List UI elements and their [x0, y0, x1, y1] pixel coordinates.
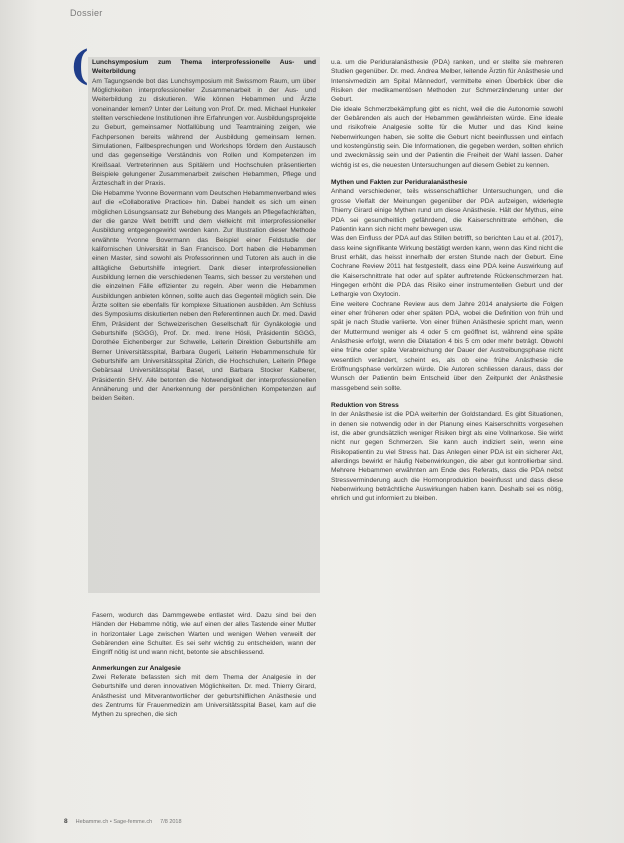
left-lower-text [92, 611, 316, 720]
symposium-paragraph: Die Hebamme Yvonne Bovermann vom Deutschen Hebammenverband wies auf die «Collaborative Practice» hin. Dabei handelt es sich um einen möglichen Lösungsansatz zur Behebung des Mangels an Pflegefachkräften, der die ganze Welt betrifft und dem vielleicht mit interprofessioneller Ausbildung entgegengewirkt werden kann. Zur Illustration dieser Methode erwähnte Yvonne Bovermann das Beispiel einer Feldstudie der kalifornischen Universität in San Francisco. Dort haben die Hebammen einen Master, sind sowohl als Professorinnen und Tutoren als auch in die alltägliche Geburtshilfe integriert. Dank dieser interprofessionellen Ausbildung lernen die verschiedenen Teams, sich besser zu verstehen und die einzelnen Fälle effizienter zu regeln. Aber wenn die Hebammen Ausbildungen anbieten können, sollte auch das Gegenteil möglich sein. Die Ärzte sollten sie ebenfalls für komplexe Situationen ausbilden. Am Schluss des Symposiums diskutierten neben den Referentinnen auch Dr. med. David Ehm, Präsident der Schweizerischen Gesellschaft für Gynäkologie und Geburtshilfe (SGGG), Prof. Dr. med. Irene Hösli, Präsidentin SGGG, Dorothée Eichenberger zur Schwelle, Leiterin Direktion Geburtshilfe am Berner Universitätsspital, Barbara Gugerli, Leiterin Hebammenschule für Geburtshilfe am Universitätsspital Zürich, die Hochschulen, Leiterin Pflege Gebärsaal Universitätsspital Basel, und Barbara Stocker Kalberer, Präsidentin SHV. Alle betonten die Notwendigkeit der interprofessionellen Annäherung und der Anerkennung der persönlichen Kompetenzen auf beiden Seiten. [92, 189, 316, 403]
stress-heading: Reduktion von Stress [331, 402, 399, 410]
symposium-text [92, 58, 316, 404]
myths-heading: Mythen und Fakten zur Periduralanästhesie [331, 179, 468, 187]
right-column [331, 58, 563, 504]
body-paragraph: Zwei Referate befassten sich mit dem Thema der Analgesie in der Geburtshilfe und deren innovativen Möglichkeiten. Dr. med. Thierry Girard, Anästhesist und Mitverantwortlicher der geburtshilflichen Anästhesie und des Zentrums für Frauenmedizin am Universitätsspital Basel, kam auf die Mythen zu sprechen, die sich [92, 674, 316, 719]
body-paragraph: Was den Einfluss der PDA auf das Stillen betrifft, so berichten Lau et al. (2017), dass keine signifikante Wirkung bestätigt werden kann, wenn das Kind nicht die Brust erhält, das heisst innerhalb der ersten Stunde nach der Geburt. Eine Cochrane Review 2011 hat festgestellt, dass eine PDA keine Auswirkung auf die Kaiserschnittrate hat oder auf später auftretende Rückenschmerzen hat. Hingegen erhöht die PDA das Risiko einer instrumentellen Geburt und der Lethargie von Oxytocin. [331, 235, 564, 299]
body-paragraph: Fasern, wodurch das Dammgewebe entlastet wird. Dazu sind bei den Händen der Hebamme nötig, wie auf einen der alles Tastende einer Mutter in horizontaler Lage zwischen Warten und wenigen Wehen verweilt der Gebärenden eine Schulter. Es sei sehr wichtig zu entscheiden, wann der Eingriff nötig ist und wann nicht, betonte sie abschliessend. [92, 612, 316, 657]
magazine-name: Hebamme.ch • Sage-femme.ch [75, 818, 153, 825]
body-paragraph: Eine weitere Cochrane Review aus dem Jahre 2014 analysierte die Folgen einer eher früheren oder eher späten PDA, wobei die Definition von früh und spät je nach Studie variierte. Von einer frühen Anästhesie spricht man, wenn der Muttermund weniger als 4 oder 5 cm geöffnet ist, während eine späte Anästhesie erfolgt, wenn die Dilatation 4 bis 5 cm oder mehr beträgt. Obwohl eine frühe oder späte Verabreichung der Dauer der Austreibungsphase nicht wesentlich verändert, scheint es, als ob eine frühe Anästhesie die Eröffnungsphase verkürzen würde. Die Autoren schliessen daraus, dass der Wunsch der Patientin beim Entscheid über den Zeitpunkt der Anästhesie massgebend sein sollte. [331, 300, 563, 392]
symposium-heading: Lunchsymposium zum Thema interprofessionelle Aus- und Weiterbildung [92, 59, 316, 76]
body-paragraph: u.a. um die Periduralanästhesie (PDA) ranken, und er stellte sie mehreren Studien gegenüber. Dr. med. Andrea Melber, leitende Ärztin für Anästhesie und Intensivmedizin am Spital Männedorf, vermittelte einen Überblick über die Risiken der medikamentösen Methoden zur Schmerzlinderung unter der Geburt. [331, 59, 563, 104]
body-paragraph: In der Anästhesie ist die PDA weiterhin der Goldstandard. Es gibt Situationen, in denen sie notwendig oder in der Planung eines Kaiserschnitts vorgesehen ist, die aber grundsätzlich weniger Risiken birgt als eine Vollnarkose. Sie wirkt nicht nur gegen Schmerzen. Sie kann auch indiziert sein, wenn eine Risikopatientin zu viel Stress hat. Das Anlegen einer PDA ist ein sicherer Akt, allerdings bewirkt er häufig Nebenwirkungen, die aber gut kontrollierbar sind. Mehrere Hebammen erwähnten am Ende des Referats, dass die PDA nebst Stressverminderung auch die Hormonproduktion beeinflusst und dass diese Nebenwirkung beträchtliche Auswirkungen haben kann. Deshalb sei es nötig, ehrlich und gut informiert zu bleiben. [331, 411, 563, 503]
body-paragraph: Die ideale Schmerzbekämpfung gibt es nicht, weil die die Autonomie sowohl der Gebärenden als auch der Hebammen gewährleisten würde. Eine ideale und risikofreie Analgesie sollte für die Mutter und das Kind keine Nebenwirkungen haben, sie sollte die Geburt nicht beeinflussen und einfach und kostengünstig sein. Die Informationen, die gegeben werden, sollten ehrlich und zweckmässig sein und der Patientin die Freiheit der Wahl lassen. Daher wichtig ist es, die neuesten Untersuchungen auf diesem Gebiet zu kennen. [331, 105, 563, 169]
analgesia-heading: Anmerkungen zur Analgesie [92, 664, 181, 672]
body-paragraph: Anhand verschiedener, teils wissenschaftlicher Untersuchungen, und die grosse Vielfalt der Meinungen gegenüber der PDA aufzeigen, widerlegte Thierry Girard einige Mythen rund um diese Anästhesie. Hält der Mythus, eine PDA sei gesundheitlich gefährdend, die Kaiserschnittrate erhöhen, die Patientin kann sich nicht mehr bewegen usw. [331, 188, 563, 233]
page-number: 8 [64, 818, 68, 825]
symposium-paragraph: Am Tagungsende bot das Lunchsymposium mit Swissmom Raum, um über Möglichkeiten interprofessioneller Zusammenarbeit in der Aus- und Weiterbildung zu diskutieren. Wie können Hebammen und Ärzte voneinander lernen? Unter der Leitung von Prof. Dr. med. Michael Hunkeler stellten verschiedene Institutionen ihre Erfahrungen vor. Ausbildungsprojekte zu Geburt, gemeinsamer Notfallübung und Teamtraining zeigen, wie Fachpersonen bereits während der Ausbildung gemeinsam lernen. Simulationen, Fallbesprechungen und Workshops fördern den Austausch und das gegenseitige Verständnis von Rollen und Kompetenzen im Kreißsaal. Vertreterinnen aus Spitälern und Hochschulen präsentierten Beispiele gelungener Zusammenarbeit zwischen Hebammen, Pflege und Ärzteschaft in der Praxis. [92, 77, 316, 188]
box-bracket-icon: ( [70, 42, 89, 89]
page-footer [64, 818, 182, 825]
issue-label: 7/8 2018 [160, 818, 182, 825]
section-label: Dossier [70, 8, 103, 18]
